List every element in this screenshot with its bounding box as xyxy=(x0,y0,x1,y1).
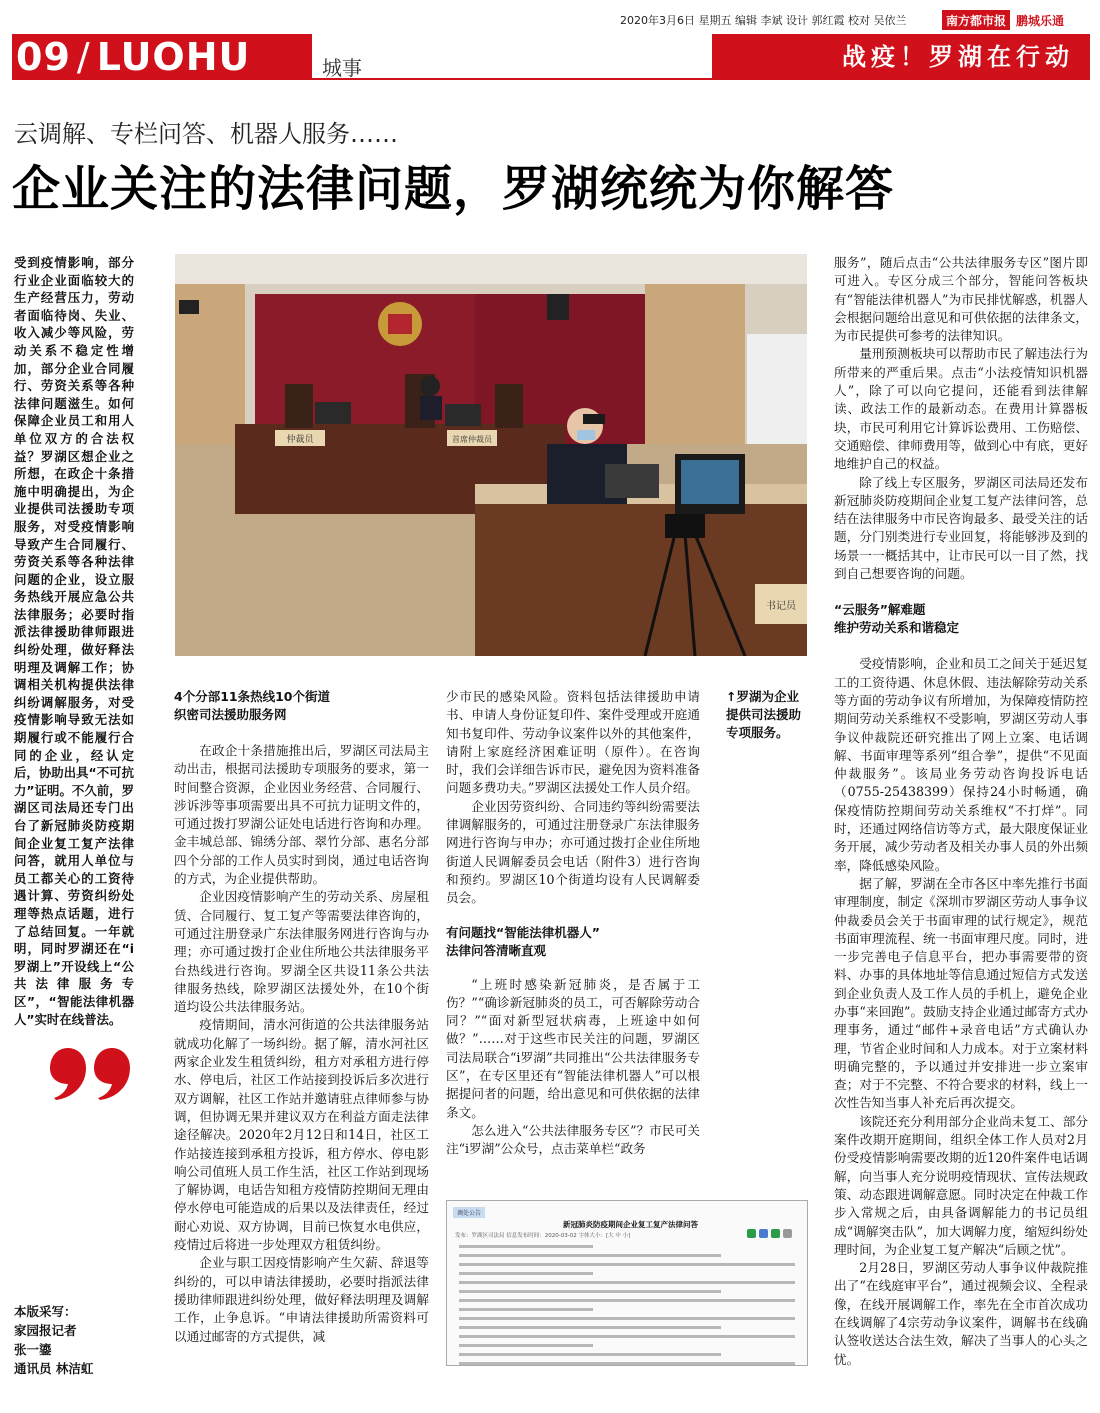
credit-line: 家园报记者 xyxy=(14,1323,77,1338)
body-text xyxy=(834,655,1088,1369)
page-header xyxy=(12,34,1090,80)
campaign-banner: 战疫！罗湖在行动 xyxy=(712,34,1090,80)
courtroom-photo xyxy=(175,254,807,656)
article-column-1 xyxy=(174,688,429,1346)
paragraph: 量刑预测板块可以帮助市民了解违法行为所带来的严重后果。点击“小法疫情知识机器人”，除了可以向它提问，还能看到法律解读、政法工作的最新动态。在费用计算器板块，市民可利用它计算诉讼费用、工伤赔偿、交通赔偿、律师费用等，做到心中有底，更好地维护自己的权益。 xyxy=(834,346,1088,472)
paragraph: 企业因疫情影响产生的劳动关系、房屋租赁、合同履行、复工复产等需要法律咨询的，可通过注册登录广东法律服务网进行咨询与办理；亦可通过拨打企业住所地公共法律服务平台热线进行咨询。罗湖全区共设11条公共法律服务热线，除罗湖区法援处外，在10个街道均设公共法律服务站。 xyxy=(174,889,429,1015)
paragraph: 除了线上专区服务，罗湖区司法局还发布新冠肺炎防疫期间企业复工复产法律问答，总结在法律服务中市民咨询最多、最受关注的话题，分门别类进行专业回复，将能够涉及到的场景一一概括其中，让市民可以一目了然，找到自己想要咨询的问题。 xyxy=(834,474,1088,582)
subhead-2 xyxy=(446,924,700,960)
subhead-line: 4个分部11条热线10个街道 xyxy=(174,689,330,704)
paragraph: 怎么进入“公共法律服务专区”？市民可关注“i罗湖”公众号，点击菜单栏“政务 xyxy=(446,1122,700,1157)
doc-title: 新冠肺炎防疫期间企业复工复产法律问答 xyxy=(563,1220,698,1229)
subhead-line: 维护劳动关系和谐稳定 xyxy=(834,620,960,636)
subhead-line: 织密司法援助服务网 xyxy=(174,707,287,722)
credits-label: 本版采写： xyxy=(14,1304,77,1319)
paragraph: 企业因劳资纠纷、合同违约等纠纷需要法律调解服务的，可通过注册登录广东法律服务网进行咨询与申办；亦可通过拨打企业住所地街道人民调解委员会电话（附件3）进行咨询和预约。罗湖区10个街道均设有人民调解委员会。 xyxy=(446,798,700,906)
page-number: 09 xyxy=(16,35,71,79)
subhead-line: 有问题找“智能法律机器人” xyxy=(446,924,600,940)
brand-logo xyxy=(942,10,1092,30)
credits xyxy=(14,1302,164,1378)
share-icons xyxy=(747,1229,792,1238)
subhead-line: “云服务”解难题 xyxy=(834,602,926,618)
share-icon xyxy=(771,1229,780,1238)
doc-meta: 发布：罗湖区司法局 信息发布时间：2020-03-02 字体大小：[大 中 小] xyxy=(455,1233,631,1239)
share-icon xyxy=(747,1229,756,1238)
legal-qa-screenshot xyxy=(446,1200,808,1366)
section-tag: 09 / LUOHU xyxy=(12,34,312,80)
paragraph: 疫情期间，清水河街道的公共法律服务站就成功化解了一场纠纷。据了解，清水河社区两家企业发生租赁纠纷，租方对承租方进行停水、停电后，社区工作站接到投诉后多次进行双方调解，社区工作站并邀请驻点律师参与协调，但协调无果并建议双方在利益方面走法律途径解决。2020年2月12日和14日，社区工作站接连接到承租方投诉，租方停水、停电影响公司值班人员工作生活，社区工作站到现场了解协调，电话告知租方疫情防控期间无理由停水停电可能造成的后果以及法律责任，经过耐心劝说、双方协调，目前已恢复水电供应，疫情过后将进一步处理双方租赁纠纷。 xyxy=(174,1017,429,1253)
paragraph: 企业与职工因疫情影响产生欠薪、辞退等纠纷的，可以申请法律援助，必要时指派法律援助律师跟进纠纷处理，做好释法明理及调解工作，止争息诉。“申请法律援助所需资料可以通过邮寄的方式提供，减 xyxy=(174,1255,429,1344)
body-text xyxy=(446,976,700,1159)
courtroom-illustration xyxy=(175,254,807,656)
app-name: 鹏城乐通 xyxy=(1016,14,1065,28)
doc-text-lines xyxy=(459,1245,795,1366)
credit-line: 通讯员 林洁虹 xyxy=(14,1361,94,1376)
photo-caption: ↑罗湖为企业提供司法援助专项服务。 xyxy=(726,689,802,740)
headline: 企业关注的法律问题，罗湖统统为你解答 xyxy=(12,161,895,217)
body-text xyxy=(174,742,429,1346)
paragraph: 在政企十条措施推出后，罗湖区司法局主动出击，根据司法援助专项服务的要求，第一时间整合资源，企业因业务经营、合同履行、涉诉涉等事项需要出具不可抗力证明文件的，可通过拨打罗湖公证处电话进行咨询和办理。金丰城总部、锦绣分部、翠竹分部、惠名分部四个分部的工作人员实时到岗，通过电话咨询的方式，为企业提供帮助。 xyxy=(174,743,429,887)
paragraph: “上班时感染新冠肺炎，是否属于工伤？”“确诊新冠肺炎的员工，可否解除劳动合同？”“面对新型冠状病毒，上班途中如何做？”……对于这些市民关注的问题，罗湖区司法局联合“i罗湖”共同推出“公共法律服务专区”，在专区里还有“智能法律机器人”可以根据提问者的问题，给出意见和可供依据的法律条文。 xyxy=(446,976,700,1120)
body-text xyxy=(834,254,1088,583)
paragraph: 2月28日，罗湖区劳动人事争议仲裁院推出了“在线庭审平台”，通过视频会议、全程录像，在线开展调解工作，率先在全市首次成功在线调解了4宗劳动争议案件，调解书在线确认签收送达合法生效，解决了当事人的心头之忧。 xyxy=(834,1260,1088,1367)
paper-name: 南方都市报 xyxy=(942,10,1010,30)
paragraph: 据了解，罗湖在全市各区中率先推行书面审理制度，制定《深圳市罗湖区劳动人事争议仲裁委员会关于书面审理的试行规定》，规范书面审理流程、统一书面审理尺度。同时，进一步完善电子信息平台，把办事需要带的资料、办事的具体地址等信息通过短信方式发送到企业负责人及工作人员的手机上，避免企业办事“来回跑”。鼓励支持企业通过邮寄方式办理事务，通过“邮件+录音电话”方式确认办理，节省企业时间和人力成本。对于立案材料明确完整的，予以通过并安排进一步立案审查；对于不完整、不符合要求的材料，线上一次性告知当事人补充后再次提交。 xyxy=(834,875,1088,1111)
share-icon xyxy=(783,1229,792,1238)
subhead-3 xyxy=(834,601,1088,637)
paragraph: 受疫情影响，企业和员工之间关于延迟复工的工资待遇、休息休假、违法解除劳动关系等方面的劳动争议有所增加，为保障疫情防控期间劳动关系维权不受影响，罗湖区劳动人事争议仲裁院还研究推出了网上立案、电话调解、书面审理等系列“组合拳”，提供“不见面仲裁服务”。该局业务劳动咨询投诉电话（0755-25438399）保持24小时畅通，确保疫情防控期间劳动关系维权“不打烊”。同时，还通过网络信访等方式，最大限度保证业务开展，减少劳动者及相关办事人员的外出频率，降低感染风险。 xyxy=(834,656,1088,873)
notice-tag: 调处公告 xyxy=(453,1207,485,1218)
subhead-line: 法律问答清晰直观 xyxy=(446,942,547,958)
lead-text: 受到疫情影响，部分行业企业面临较大的生产经营压力，劳动者面临待岗、失业、收入减少等风险，劳动关系不稳定性增加，部分企业合同履行、劳资关系等各种法律问题滋生。如何保障企业员工和用人单位双方的合法权益？罗湖区想企业之所想，在政企十条措施中明确提出，为企业提供司法援助专项服务，对受疫情影响导致产生合同履行、劳资关系等各种法律问题的企业，设立服务热线开展应急公共法律服务；必要时指派法律援助律师跟进纠纷处理，做好释法明理及调解工作；协调相关机构提供法律纠纷调解服务，对受疫情影响导致无法如期履行或不能履行合同的企业，经认定后，协助出具“不可抗力”证明。不久前，罗湖区司法局还专门出台了新冠肺炎防疫期间企业复工复产法律问答，就用人单位与员工都关心的工资待遇计算、劳资纠纷处理等热点话题，进行了总结回复。一年就明，同时罗湖还在“i罗湖上”开设线上“公共法律服务专区”，“智能法律机器人”实时在线普法。 xyxy=(14,255,134,1027)
credit-line: 张一鎏 xyxy=(14,1342,52,1357)
section-name-cn: 城事 xyxy=(322,56,362,80)
paragraph: 服务”，随后点击“公共法律服务专区”图片即可进入。专区分成三个部分，智能问答板块有“智能法律机器人”为市民排忧解惑，机器人会根据问题给出意见和可供依据的法律条文，为市民提供可参考的法律知识。 xyxy=(834,255,1088,344)
share-icon xyxy=(759,1229,768,1238)
desk-label-mid: 首席仲裁员 xyxy=(452,435,492,444)
body-text xyxy=(446,688,700,908)
desk-label-left: 仲裁员 xyxy=(286,435,314,445)
paragraph: 少市民的感染风险。资料包括法律援助申请书、申请人身份证复印件、案件受理或开庭通知书复印件、劳动争议案件以外的其他案件，请附上家庭经济困难证明（原件）。在咨询时，我们会详细告诉市民，避免因为资料准备问题多费功夫。”罗湖区法援处工作人员介绍。 xyxy=(446,689,700,796)
section-name-en: LUOHU xyxy=(96,35,251,79)
issue-meta: 2020年3月6日 星期五 编辑 李斌 设计 郭红霞 校对 吴依兰 xyxy=(620,14,907,27)
subhead-1 xyxy=(174,688,429,724)
paragraph: 该院还充分利用部分企业尚未复工、部分案件改期开庭期间，组织全体工作人员对2月份受疫情影响需要改期的近120件案件电话调解，向当事人充分说明疫情现状、宣传法规政策、动态跟进调解意愿。同时决定在仲裁工作步入常规之后，由具备调解能力的书记员组成“调解突击队”，加大调解力度，缩短纠纷处理时间，为企业复工复产解决“后顾之忧”。 xyxy=(834,1113,1088,1257)
quote-icon xyxy=(50,1048,130,1100)
article-column-3 xyxy=(834,254,1088,1369)
desk-label-right: 书记员 xyxy=(766,601,796,612)
article-column-2 xyxy=(446,688,700,1159)
header-rule xyxy=(312,78,712,80)
kicker: 云调解、专栏问答、机器人服务…… xyxy=(14,120,398,148)
